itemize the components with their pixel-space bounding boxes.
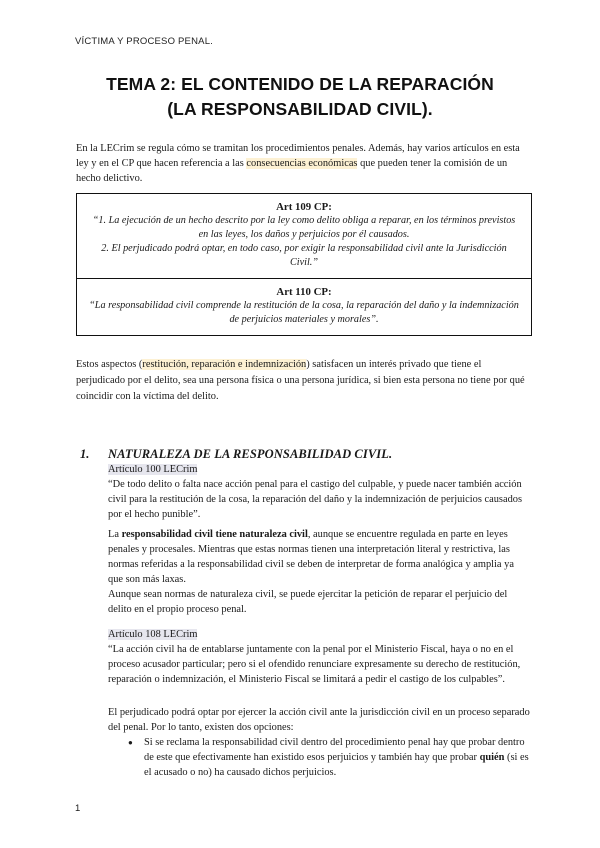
bullet1-after: (si es el acusado o no) ha causado dichos perjuicios. [144,752,529,778]
art109-line2: 2. El perjudicado podrá optar, en todo caso, por exigir la responsabilidad civil ante la Jurisdicción Civil.” [101,243,507,268]
nature-p1-bold: responsabilidad civil tiene naturaleza civil [121,529,308,540]
art110-text: “La responsabilidad civil comprende la restitución de la cosa, la reparación del daño y la indemnización de perjuicios materiales y morales”. [89,300,519,325]
nature-block [108,527,530,617]
options-block [108,705,530,780]
intro-text-after: que pueden tener la comisión de un hecho delictivo. [76,158,508,184]
aspects-paragraph [76,357,532,405]
art109-line1: “1. La ejecución de un hecho descrito por la ley como delito obliga a reparar, en los términos previstos en las leyes, los daños y perjuicios por él causados. [92,215,516,240]
running-header: VÍCTIMA Y PROCESO PENAL. [75,36,214,47]
bullet1-before: Si se reclama la responsabilidad civil dentro del procedimiento penal hay que probar dentro de este que efectivamente han existido esos perjuicios y también hay que probar [144,737,525,763]
page-title [60,72,540,122]
art100-label: Artículo 100 LECrim [108,464,198,475]
section-title: NATURALEZA DE LA RESPONSABILIDAD CIVIL. [108,447,393,461]
art109-title: Art 109 CP: [276,201,332,213]
art110-title-text: Art 110 CP [276,286,328,298]
intro-text-before: En la LECrim se regula cómo se tramitan los procedimientos penales. Además, hay varios artículos en esta ley y en el CP que hacen referencia a las [76,143,520,169]
aspects-before: Estos aspectos ( [76,359,143,370]
art110-title [87,285,521,299]
section-number: 1. [80,447,90,461]
bullet1-bold: quién [479,752,505,763]
list-item [128,735,530,780]
title-line-2: (LA RESPONSABILIDAD CIVIL). [167,99,433,119]
art108-label: Artículo 108 LECrim [108,629,198,640]
nature-p1-after: , aunque se encuentre regulada en parte en leyes penales y procesales. Mientras que estas normas tienen una interpretación literal y restrictiva, las normas referidas a la responsabilidad civil se deben de interpretar de forma analógica y amplia ya que son más laxas. [108,529,514,585]
options-list [128,735,530,780]
nature-p1-before: La [108,529,122,540]
title-line-1: TEMA 2: EL CONTENIDO DE LA REPARACIÓN [106,74,494,94]
nature-paragraph-1 [108,527,530,587]
art110-title-colon: : [327,286,332,298]
nature-paragraph-2: Aunque sean normas de naturaleza civil, se puede ejercitar la petición de reparar el perjuicio del delito en el propio proceso penal. [108,589,508,615]
aspects-highlight: restitución, reparación e indemnización [142,359,307,370]
articles-box [76,193,532,336]
art108-block [108,627,530,687]
aspects-after: ) satisfacen un interés privado que tiene el perjudicado por el delito, sea una persona física o una persona jurídica, si bien esta persona no tiene por qué coincidir con la víctima del delito. [76,359,525,402]
intro-highlight: consecuencias económicas [246,158,358,169]
art100-quote: “De todo delito o falta nace acción penal para el castigo del culpable, y puede nacer también acción civil para la restitución de la cosa, la reparación del daño y la indemnización de perjuicios causados por el hecho punible”. [108,479,523,520]
bullet-icon: ● [128,738,133,747]
art100-block [108,462,528,522]
intro-paragraph [76,141,528,186]
page-number: 1 [75,803,81,814]
options-intro: El perjudicado podrá optar por ejercer la acción civil ante la jurisdicción civil en un proceso separado del penal. Por lo tanto, existen dos opciones: [108,707,530,733]
art110-cell [77,278,531,335]
art109-cell [77,194,531,278]
art108-quote: “La acción civil ha de entablarse juntamente con la penal por el Ministerio Fiscal, haya o no en el proceso acusador particular; pero si el ofendido renunciare expresamente su derecho de restitución, reparación o indemnización, el Ministerio Fiscal se limitará a pedir el castigo de los culpables”. [108,644,521,685]
